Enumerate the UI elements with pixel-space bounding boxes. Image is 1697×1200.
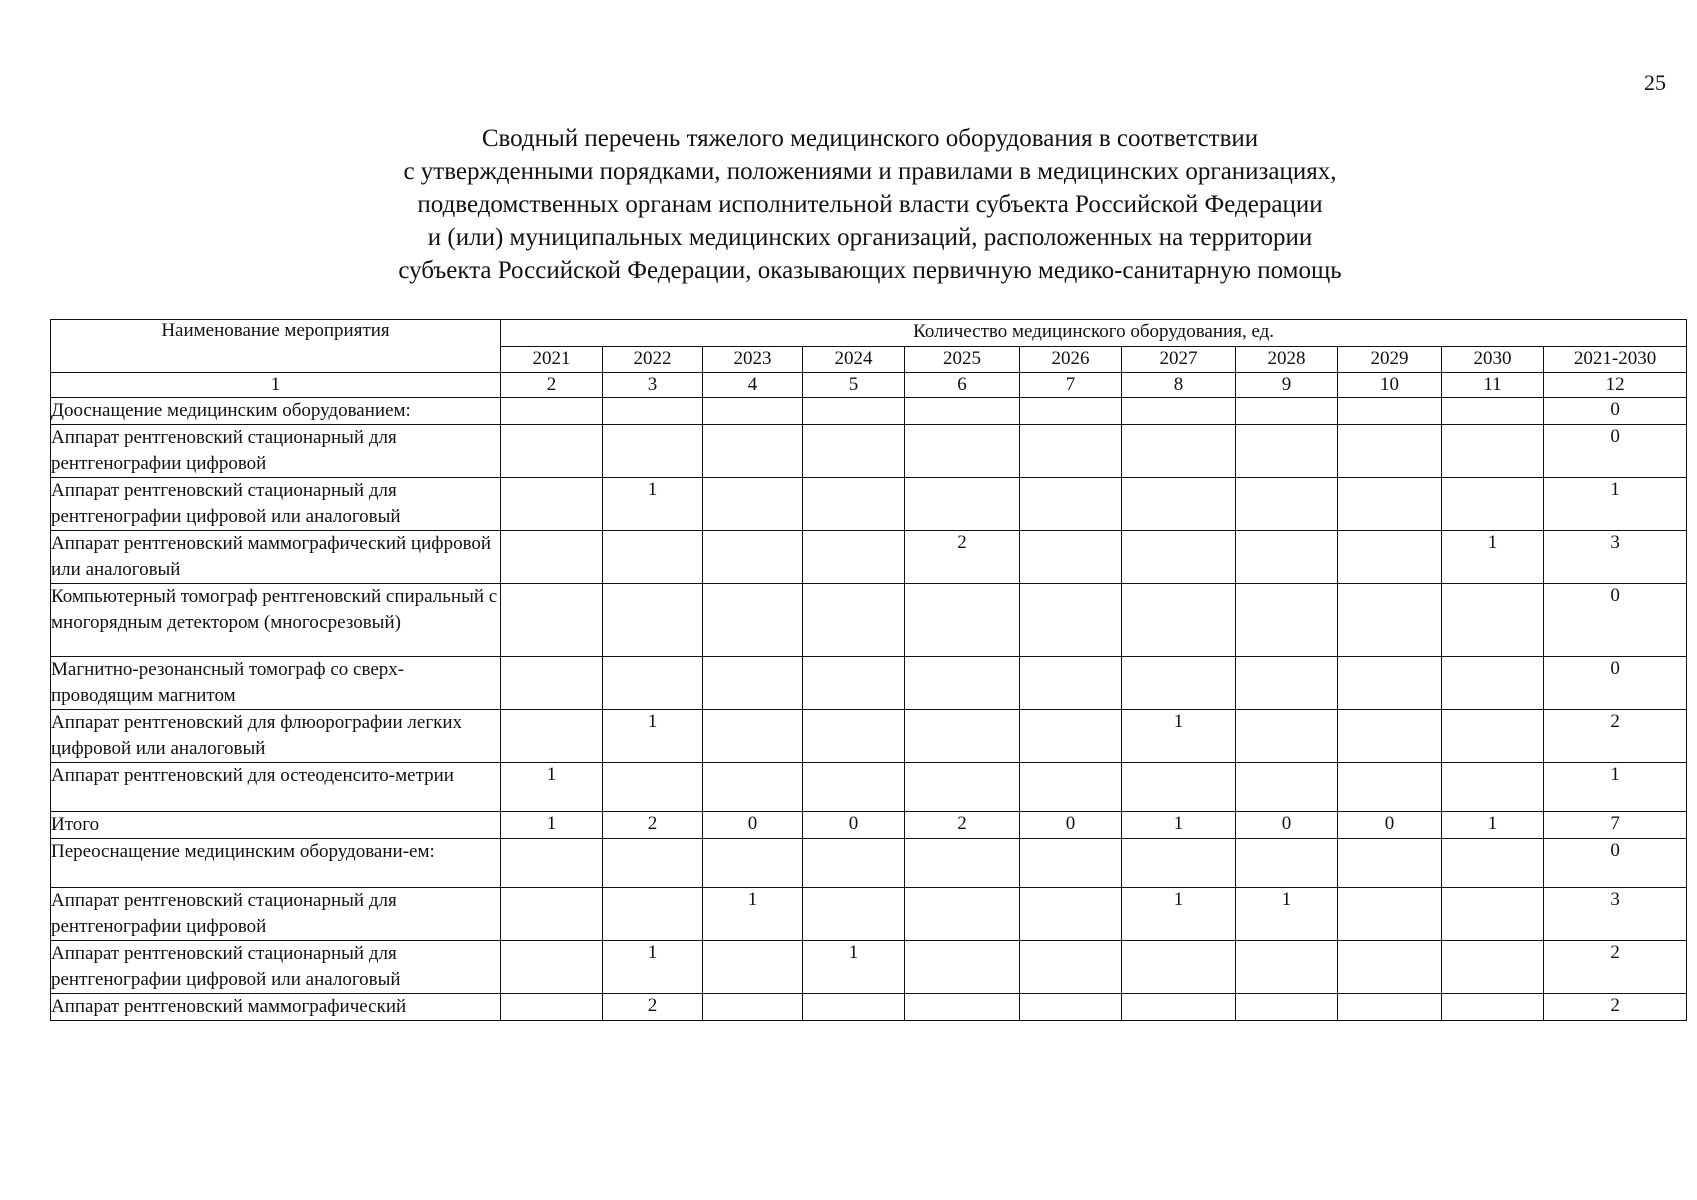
- row-value: [803, 478, 905, 531]
- row-value: [703, 710, 803, 763]
- row-value: 0: [703, 812, 803, 839]
- title-line: и (или) муниципальных медицинских организаций, расположенных на территории: [427, 224, 1313, 251]
- row-name: Компьютерный томограф рентгеновский спиральный с многорядным детектором (многосрезовый): [51, 584, 501, 657]
- row-value: 2: [905, 531, 1020, 584]
- year-header: 2028: [1236, 346, 1338, 373]
- row-value: [501, 941, 603, 994]
- column-header-quantity: Количество медицинского оборудования, ед.: [501, 320, 1687, 347]
- row-value: [1122, 941, 1236, 994]
- row-value: 0: [1020, 812, 1122, 839]
- row-value: [501, 398, 603, 425]
- row-value: [703, 425, 803, 478]
- row-name: Магнитно-резонансный томограф со сверх-проводящим магнитом: [51, 657, 501, 710]
- row-value: 1: [1122, 710, 1236, 763]
- row-value: [1236, 941, 1338, 994]
- row-value: 2: [603, 812, 703, 839]
- row-value: [1020, 839, 1122, 888]
- row-value: [1442, 425, 1544, 478]
- year-header: 2029: [1338, 346, 1442, 373]
- row-value: 0: [1544, 425, 1687, 478]
- row-value: [603, 531, 703, 584]
- row-value: [1236, 478, 1338, 531]
- row-value: [1442, 398, 1544, 425]
- page-number: 25: [1644, 70, 1666, 95]
- row-name: Аппарат рентгеновский маммографический: [51, 994, 501, 1021]
- title-line: субъекта Российской Федерации, оказывающих первичную медико-санитарную помощь: [398, 257, 1342, 284]
- table-row: [51, 398, 1687, 425]
- row-value: [905, 657, 1020, 710]
- row-value: [1122, 398, 1236, 425]
- row-value: [703, 531, 803, 584]
- row-value: [905, 839, 1020, 888]
- row-value: [501, 584, 603, 657]
- column-index: 11: [1442, 373, 1544, 398]
- row-value: [1442, 478, 1544, 531]
- year-header: 2030: [1442, 346, 1544, 373]
- row-value: [1020, 425, 1122, 478]
- row-value: [703, 657, 803, 710]
- row-value: 3: [1544, 531, 1687, 584]
- table-row: [51, 839, 1687, 888]
- row-value: [1338, 710, 1442, 763]
- row-value: [603, 763, 703, 812]
- row-value: [603, 398, 703, 425]
- row-value: [703, 398, 803, 425]
- row-value: [1236, 531, 1338, 584]
- row-value: [803, 657, 905, 710]
- row-value: [1442, 763, 1544, 812]
- row-value: [1122, 478, 1236, 531]
- row-value: [1442, 710, 1544, 763]
- year-header: 2027: [1122, 346, 1236, 373]
- row-value: 1: [1236, 888, 1338, 941]
- row-name: Аппарат рентгеновский стационарный для рентгенографии цифровой или аналоговый: [51, 941, 501, 994]
- row-value: [803, 531, 905, 584]
- row-value: 0: [1544, 657, 1687, 710]
- row-value: [603, 888, 703, 941]
- row-value: 1: [603, 478, 703, 531]
- column-index: 6: [905, 373, 1020, 398]
- row-value: [703, 839, 803, 888]
- row-name: Аппарат рентгеновский маммографический цифровой или аналоговый: [51, 531, 501, 584]
- row-value: [501, 531, 603, 584]
- row-value: [1236, 710, 1338, 763]
- row-value: [1020, 584, 1122, 657]
- row-value: [1338, 763, 1442, 812]
- row-value: [1338, 839, 1442, 888]
- row-value: [603, 584, 703, 657]
- row-value: [905, 398, 1020, 425]
- row-value: [1122, 994, 1236, 1021]
- row-value: [1236, 584, 1338, 657]
- row-value: [905, 478, 1020, 531]
- row-name: Аппарат рентгеновский стационарный для рентгенографии цифровой: [51, 888, 501, 941]
- row-value: 1: [1544, 478, 1687, 531]
- row-value: [603, 425, 703, 478]
- year-header: 2026: [1020, 346, 1122, 373]
- row-value: [1442, 657, 1544, 710]
- row-value: [1338, 478, 1442, 531]
- row-value: [1338, 994, 1442, 1021]
- row-value: [1122, 763, 1236, 812]
- row-value: [905, 994, 1020, 1021]
- year-header: 2022: [603, 346, 703, 373]
- row-value: [803, 584, 905, 657]
- row-value: 2: [905, 812, 1020, 839]
- row-value: [1020, 531, 1122, 584]
- row-value: [501, 994, 603, 1021]
- table-row: [51, 710, 1687, 763]
- table-row: [51, 531, 1687, 584]
- year-header: 2024: [803, 346, 905, 373]
- row-value: 0: [1544, 398, 1687, 425]
- row-name: Итого: [51, 812, 501, 839]
- row-value: [501, 839, 603, 888]
- row-value: [501, 657, 603, 710]
- row-value: [501, 710, 603, 763]
- column-index: 4: [703, 373, 803, 398]
- row-value: 1: [501, 812, 603, 839]
- row-value: 1: [1544, 763, 1687, 812]
- row-value: [1236, 839, 1338, 888]
- row-value: 2: [1544, 994, 1687, 1021]
- row-name: Переоснащение медицинским оборудовани-ем:: [51, 839, 501, 888]
- row-value: [905, 763, 1020, 812]
- row-value: [1236, 657, 1338, 710]
- row-value: [1338, 941, 1442, 994]
- row-value: [803, 888, 905, 941]
- row-value: [603, 839, 703, 888]
- row-value: [1236, 763, 1338, 812]
- table-row: [51, 763, 1687, 812]
- row-value: [1442, 584, 1544, 657]
- table-row: [51, 888, 1687, 941]
- row-name: Дооснащение медицинским оборудованием:: [51, 398, 501, 425]
- index-row: [51, 373, 1687, 398]
- row-value: 1: [1122, 812, 1236, 839]
- row-name: Аппарат рентгеновский для остеоденсито-метрии: [51, 763, 501, 812]
- row-value: 0: [1236, 812, 1338, 839]
- row-value: [1020, 994, 1122, 1021]
- row-name: Аппарат рентгеновский стационарный для рентгенографии цифровой: [51, 425, 501, 478]
- row-value: [1338, 425, 1442, 478]
- document-title: [240, 122, 1500, 287]
- row-value: [803, 425, 905, 478]
- row-value: [1122, 531, 1236, 584]
- table-row: [51, 994, 1687, 1021]
- row-value: [1338, 531, 1442, 584]
- row-value: [603, 657, 703, 710]
- row-value: [1122, 425, 1236, 478]
- row-name: Аппарат рентгеновский для флюорографии легких цифровой или аналоговый: [51, 710, 501, 763]
- table-row: [51, 812, 1687, 839]
- row-value: [803, 710, 905, 763]
- row-value: [1236, 398, 1338, 425]
- title-line: Сводный перечень тяжелого медицинского оборудования в соответствии: [481, 125, 1259, 152]
- column-index: 12: [1544, 373, 1687, 398]
- column-index: 7: [1020, 373, 1122, 398]
- row-value: 2: [603, 994, 703, 1021]
- row-value: [1442, 839, 1544, 888]
- row-value: [1442, 888, 1544, 941]
- row-value: 3: [1544, 888, 1687, 941]
- table-body: [51, 398, 1687, 1021]
- row-value: [703, 994, 803, 1021]
- column-index: 10: [1338, 373, 1442, 398]
- row-value: 1: [703, 888, 803, 941]
- table-row: [51, 584, 1687, 657]
- year-header: 2025: [905, 346, 1020, 373]
- row-value: 1: [603, 710, 703, 763]
- row-value: 0: [1338, 812, 1442, 839]
- row-value: [703, 941, 803, 994]
- row-value: 1: [1442, 531, 1544, 584]
- year-header: 2021-2030: [1544, 346, 1687, 373]
- row-value: [1020, 398, 1122, 425]
- table-row: [51, 941, 1687, 994]
- table-row: [51, 478, 1687, 531]
- row-value: 0: [1544, 839, 1687, 888]
- row-value: [1020, 478, 1122, 531]
- row-value: [803, 763, 905, 812]
- row-value: [501, 425, 603, 478]
- row-value: [1236, 994, 1338, 1021]
- table-row: [51, 425, 1687, 478]
- row-value: [501, 478, 603, 531]
- row-value: [803, 398, 905, 425]
- row-value: [1338, 888, 1442, 941]
- title-line: подведомственных органам исполнительной власти субъекта Российской Федерации: [417, 191, 1323, 218]
- row-value: [1020, 763, 1122, 812]
- row-value: [1338, 584, 1442, 657]
- row-value: [1442, 941, 1544, 994]
- row-value: [905, 425, 1020, 478]
- row-value: 2: [1544, 710, 1687, 763]
- row-value: [703, 478, 803, 531]
- row-value: [1442, 994, 1544, 1021]
- row-value: 1: [1442, 812, 1544, 839]
- row-value: [1122, 839, 1236, 888]
- row-value: [703, 584, 803, 657]
- row-value: 0: [803, 812, 905, 839]
- column-index: 1: [51, 373, 501, 398]
- row-value: 0: [1544, 584, 1687, 657]
- row-name: Аппарат рентгеновский стационарный для рентгенографии цифровой или аналоговый: [51, 478, 501, 531]
- row-value: [1020, 941, 1122, 994]
- row-value: 1: [1122, 888, 1236, 941]
- column-index: 3: [603, 373, 703, 398]
- column-header-name: Наименование мероприятия: [51, 320, 501, 373]
- row-value: [803, 994, 905, 1021]
- equipment-table: [50, 319, 1687, 1021]
- column-index: 8: [1122, 373, 1236, 398]
- row-value: [905, 584, 1020, 657]
- row-value: [905, 888, 1020, 941]
- row-value: [501, 888, 603, 941]
- row-value: [1020, 657, 1122, 710]
- column-index: 2: [501, 373, 603, 398]
- row-value: [1338, 398, 1442, 425]
- year-header: 2023: [703, 346, 803, 373]
- row-value: 7: [1544, 812, 1687, 839]
- row-value: [1020, 888, 1122, 941]
- row-value: [1338, 657, 1442, 710]
- row-value: [703, 763, 803, 812]
- column-index: 9: [1236, 373, 1338, 398]
- row-value: 1: [803, 941, 905, 994]
- table-row: [51, 657, 1687, 710]
- row-value: [905, 941, 1020, 994]
- row-value: [803, 839, 905, 888]
- row-value: [1122, 657, 1236, 710]
- column-index: 5: [803, 373, 905, 398]
- row-value: [905, 710, 1020, 763]
- row-value: 1: [501, 763, 603, 812]
- title-line: с утвержденными порядками, положениями и правилами в медицинских организациях,: [403, 158, 1337, 185]
- row-value: [1236, 425, 1338, 478]
- row-value: [1122, 584, 1236, 657]
- row-value: 1: [603, 941, 703, 994]
- row-value: 2: [1544, 941, 1687, 994]
- row-value: [1020, 710, 1122, 763]
- year-header: 2021: [501, 346, 603, 373]
